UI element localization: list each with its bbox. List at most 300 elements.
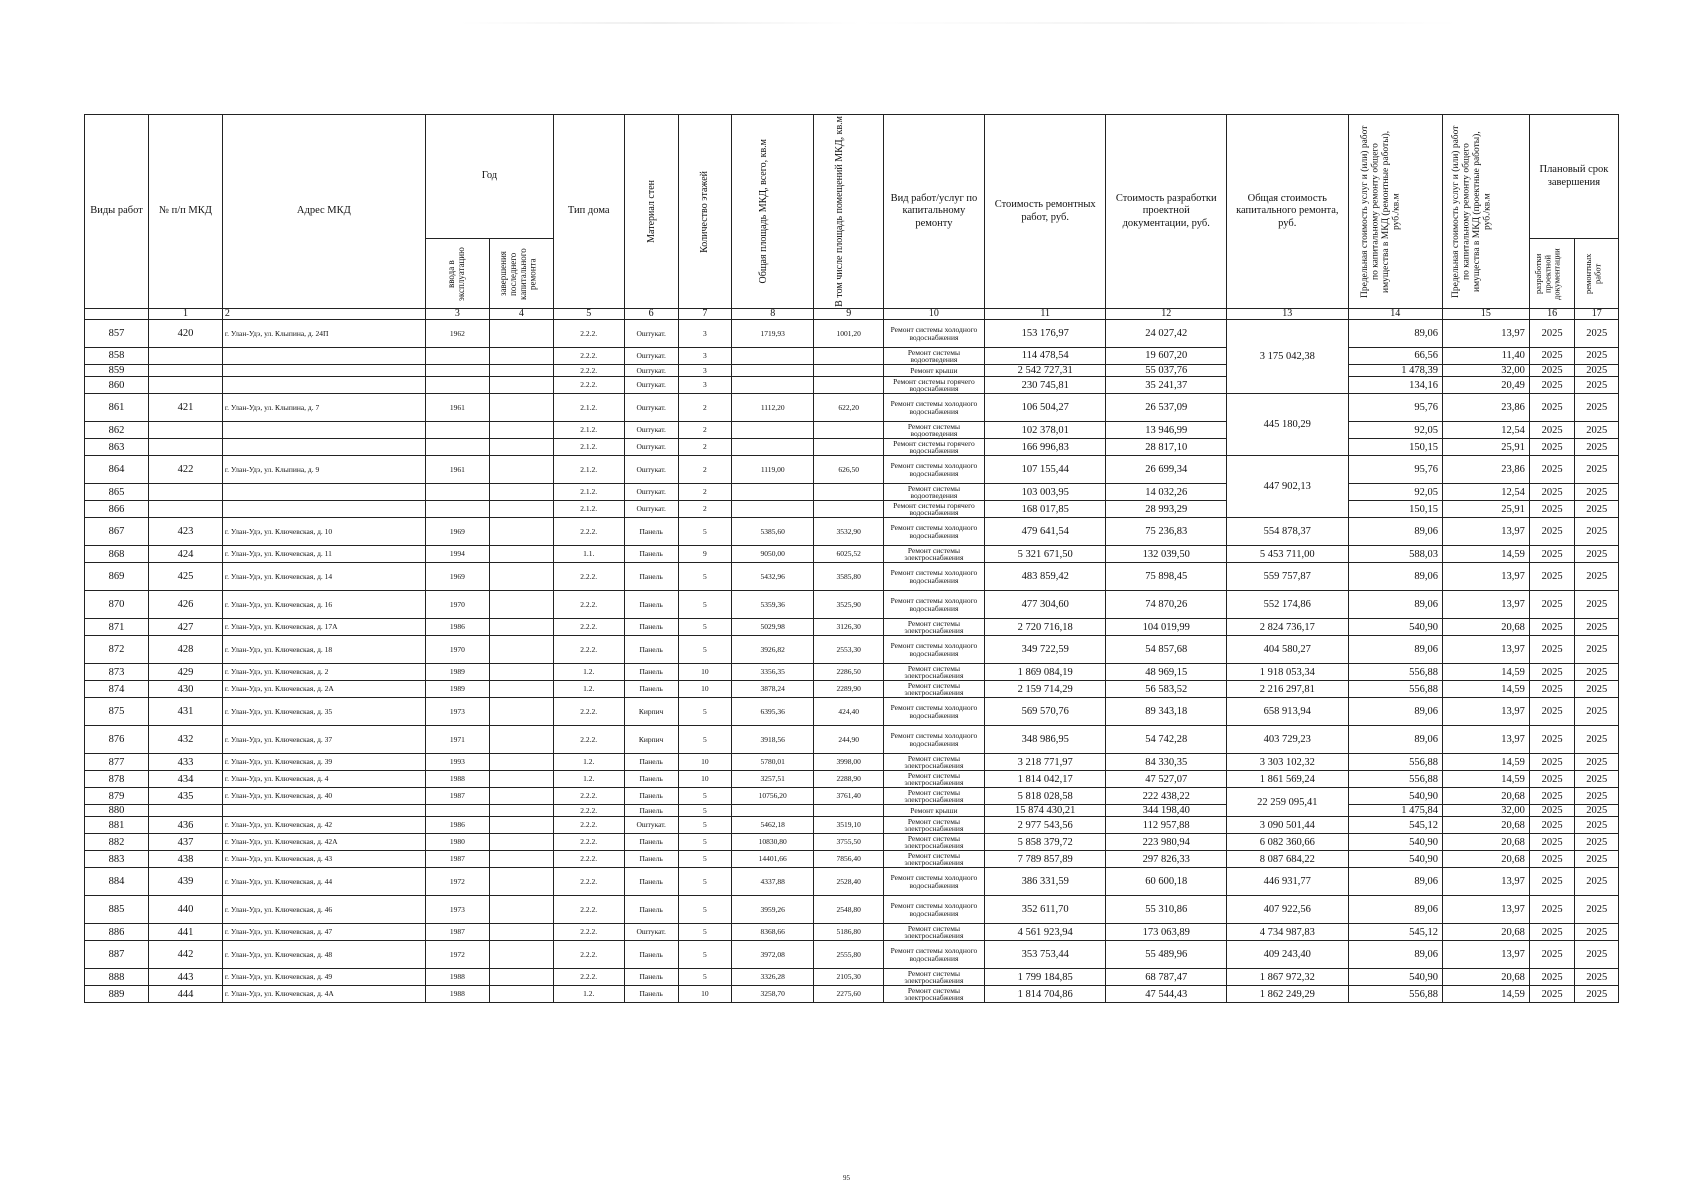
cell-repair-cost: 2 720 716,18 bbox=[984, 619, 1106, 636]
table-row bbox=[85, 924, 1619, 941]
cell-mkd-number: 426 bbox=[149, 591, 223, 619]
cell-total-area: 6395,36 bbox=[731, 698, 814, 726]
cell-row-number: 878 bbox=[85, 771, 149, 788]
cell-term-design: 2025 bbox=[1529, 664, 1575, 681]
cell-row-number: 877 bbox=[85, 754, 149, 771]
cell-year-commissioning: 1987 bbox=[425, 851, 489, 868]
cell-design-cost: 68 787,47 bbox=[1106, 969, 1227, 986]
cell-term-design: 2025 bbox=[1529, 834, 1575, 851]
cell-floors: 10 bbox=[678, 681, 731, 698]
cell-year-last-repair bbox=[489, 924, 553, 941]
cell-mkd-number: 444 bbox=[149, 986, 223, 1003]
cell-limit-design: 23,86 bbox=[1443, 456, 1530, 484]
cell-design-cost: 297 826,33 bbox=[1106, 851, 1227, 868]
cell-wall-material: Кирпич bbox=[624, 726, 678, 754]
cell-work-kind: Ремонт системы холодного водоснабжения bbox=[883, 636, 984, 664]
cell-limit-repair: 92,05 bbox=[1348, 484, 1442, 501]
cell-limit-design: 20,68 bbox=[1443, 788, 1530, 805]
cell-term-design: 2025 bbox=[1529, 788, 1575, 805]
cell-row-number: 863 bbox=[85, 439, 149, 456]
cell-year-commissioning: 1972 bbox=[425, 868, 489, 896]
cell-floors: 5 bbox=[678, 726, 731, 754]
cell-work-kind: Ремонт системы электроснабжения bbox=[883, 664, 984, 681]
cell-term-repair: 2025 bbox=[1575, 817, 1619, 834]
cell-premises-area: 2105,30 bbox=[814, 969, 883, 986]
cell-row-number: 864 bbox=[85, 456, 149, 484]
cell-row-number: 881 bbox=[85, 817, 149, 834]
cell-term-repair: 2025 bbox=[1575, 365, 1619, 377]
cell-term-design: 2025 bbox=[1529, 805, 1575, 817]
cell-mkd-number: 433 bbox=[149, 754, 223, 771]
cell-work-kind: Ремонт системы электроснабжения bbox=[883, 851, 984, 868]
cell-address: г. Улан-Удэ, ул. Ключевская, д. 11 bbox=[222, 546, 425, 563]
cell-wall-material: Панель bbox=[624, 546, 678, 563]
cell-floors: 2 bbox=[678, 422, 731, 439]
column-number: 9 bbox=[814, 309, 883, 320]
table-row bbox=[85, 619, 1619, 636]
cell-year-last-repair bbox=[489, 771, 553, 788]
cell-address: г. Улан-Удэ, ул. Клыпина, д. 9 bbox=[222, 456, 425, 484]
table-row bbox=[85, 726, 1619, 754]
cell-year-last-repair bbox=[489, 817, 553, 834]
cell-wall-material: Панель bbox=[624, 941, 678, 969]
cell-limit-design: 25,91 bbox=[1443, 501, 1530, 518]
cell-term-repair: 2025 bbox=[1575, 563, 1619, 591]
cell-row-number: 884 bbox=[85, 868, 149, 896]
cell-wall-material: Панель bbox=[624, 788, 678, 805]
header-design-cost: Стоимость разработки проектной документации, руб. bbox=[1106, 115, 1227, 309]
cell-total-area: 5432,96 bbox=[731, 563, 814, 591]
cell-term-repair: 2025 bbox=[1575, 320, 1619, 348]
cell-row-number: 886 bbox=[85, 924, 149, 941]
cell-design-cost: 47 544,43 bbox=[1106, 986, 1227, 1003]
table-row bbox=[85, 320, 1619, 348]
cell-work-kind: Ремонт системы холодного водоснабжения bbox=[883, 394, 984, 422]
cell-limit-repair: 89,06 bbox=[1348, 591, 1442, 619]
cell-floors: 5 bbox=[678, 817, 731, 834]
cell-house-type: 1.2. bbox=[553, 664, 624, 681]
cell-design-cost: 26 699,34 bbox=[1106, 456, 1227, 484]
cell-mkd-number bbox=[149, 439, 223, 456]
cell-limit-repair: 89,06 bbox=[1348, 896, 1442, 924]
cell-work-kind: Ремонт системы электроснабжения bbox=[883, 817, 984, 834]
header-premises-area-text: В том числе площадь помещений МКД, кв.м bbox=[833, 116, 845, 307]
cell-year-commissioning bbox=[425, 484, 489, 501]
cell-term-repair: 2025 bbox=[1575, 664, 1619, 681]
header-mkd-number: № п/п МКД bbox=[149, 115, 223, 309]
table-row bbox=[85, 817, 1619, 834]
cell-repair-cost: 2 542 727,31 bbox=[984, 365, 1106, 377]
cell-wall-material: Оштукат. bbox=[624, 501, 678, 518]
cell-year-last-repair bbox=[489, 851, 553, 868]
cell-wall-material: Панель bbox=[624, 636, 678, 664]
cell-total-area: 3972,08 bbox=[731, 941, 814, 969]
cell-mkd-number bbox=[149, 365, 223, 377]
cell-row-number: 885 bbox=[85, 896, 149, 924]
cell-term-design: 2025 bbox=[1529, 986, 1575, 1003]
cell-premises-area: 1001,20 bbox=[814, 320, 883, 348]
cell-address: г. Улан-Удэ, ул. Ключевская, д. 17А bbox=[222, 619, 425, 636]
cell-address bbox=[222, 377, 425, 394]
cell-year-commissioning: 1988 bbox=[425, 771, 489, 788]
cell-mkd-number: 430 bbox=[149, 681, 223, 698]
cell-wall-material: Панель bbox=[624, 664, 678, 681]
cell-year-last-repair bbox=[489, 563, 553, 591]
cell-wall-material: Оштукат. bbox=[624, 924, 678, 941]
cell-limit-repair: 540,90 bbox=[1348, 834, 1442, 851]
cell-year-last-repair bbox=[489, 636, 553, 664]
cell-house-type: 2.2.2. bbox=[553, 563, 624, 591]
cell-limit-repair: 556,88 bbox=[1348, 681, 1442, 698]
table-row bbox=[85, 754, 1619, 771]
cell-address bbox=[222, 365, 425, 377]
cell-term-repair: 2025 bbox=[1575, 726, 1619, 754]
cell-house-type: 2.2.2. bbox=[553, 834, 624, 851]
cell-mkd-number: 424 bbox=[149, 546, 223, 563]
cell-design-cost: 26 537,09 bbox=[1106, 394, 1227, 422]
cell-limit-design: 12,54 bbox=[1443, 422, 1530, 439]
cell-total-area: 1112,20 bbox=[731, 394, 814, 422]
cell-term-repair: 2025 bbox=[1575, 851, 1619, 868]
cell-floors: 5 bbox=[678, 591, 731, 619]
cell-house-type: 2.2.2. bbox=[553, 518, 624, 546]
header-address: Адрес МКД bbox=[222, 115, 425, 309]
cell-work-kind: Ремонт системы холодного водоснабжения bbox=[883, 591, 984, 619]
cell-total-area bbox=[731, 501, 814, 518]
cell-year-commissioning: 1961 bbox=[425, 394, 489, 422]
cell-year-last-repair bbox=[489, 726, 553, 754]
column-number: 1 bbox=[149, 309, 223, 320]
cell-work-kind: Ремонт системы холодного водоснабжения bbox=[883, 563, 984, 591]
cell-premises-area: 2553,30 bbox=[814, 636, 883, 664]
cell-total-area: 3356,35 bbox=[731, 664, 814, 681]
cell-total-area: 4337,88 bbox=[731, 868, 814, 896]
cell-limit-repair: 540,90 bbox=[1348, 851, 1442, 868]
cell-wall-material: Панель bbox=[624, 563, 678, 591]
cell-total-area: 5780,01 bbox=[731, 754, 814, 771]
cell-repair-cost: 5 818 028,58 bbox=[984, 788, 1106, 805]
header-wall-material bbox=[624, 115, 678, 309]
cell-house-type: 2.2.2. bbox=[553, 348, 624, 365]
cell-total-area: 1719,93 bbox=[731, 320, 814, 348]
header-year: Год bbox=[425, 115, 553, 239]
cell-limit-repair: 95,76 bbox=[1348, 394, 1442, 422]
cell-year-last-repair bbox=[489, 788, 553, 805]
cell-floors: 5 bbox=[678, 563, 731, 591]
cell-row-number: 883 bbox=[85, 851, 149, 868]
capital-repair-table-sheet bbox=[84, 114, 1619, 1003]
cell-floors: 5 bbox=[678, 636, 731, 664]
cell-premises-area: 3126,30 bbox=[814, 619, 883, 636]
cell-repair-cost: 477 304,60 bbox=[984, 591, 1106, 619]
cell-row-number: 860 bbox=[85, 377, 149, 394]
header-work-kind: Вид работ/услуг по капитальному ремонту bbox=[883, 115, 984, 309]
cell-mkd-number: 441 bbox=[149, 924, 223, 941]
cell-floors: 10 bbox=[678, 986, 731, 1003]
cell-mkd-number: 437 bbox=[149, 834, 223, 851]
table-row bbox=[85, 394, 1619, 422]
cell-floors: 5 bbox=[678, 896, 731, 924]
cell-house-type: 1.2. bbox=[553, 771, 624, 788]
cell-house-type: 2.2.2. bbox=[553, 698, 624, 726]
cell-total-area: 5462,18 bbox=[731, 817, 814, 834]
cell-total-area bbox=[731, 365, 814, 377]
cell-row-number: 882 bbox=[85, 834, 149, 851]
cell-floors: 10 bbox=[678, 754, 731, 771]
cell-repair-cost: 352 611,70 bbox=[984, 896, 1106, 924]
cell-wall-material: Оштукат. bbox=[624, 484, 678, 501]
cell-address: г. Улан-Удэ, ул. Клыпина, д. 24П bbox=[222, 320, 425, 348]
cell-row-number: 873 bbox=[85, 664, 149, 681]
header-house-type: Тип дома bbox=[553, 115, 624, 309]
cell-term-repair: 2025 bbox=[1575, 394, 1619, 422]
cell-premises-area: 2275,60 bbox=[814, 986, 883, 1003]
cell-total-cost: 403 729,23 bbox=[1226, 726, 1348, 754]
cell-design-cost: 28 817,10 bbox=[1106, 439, 1227, 456]
cell-repair-cost: 106 504,27 bbox=[984, 394, 1106, 422]
cell-total-area: 5359,36 bbox=[731, 591, 814, 619]
cell-total-cost: 1 867 972,32 bbox=[1226, 969, 1348, 986]
cell-repair-cost: 230 745,81 bbox=[984, 377, 1106, 394]
cell-limit-design: 13,97 bbox=[1443, 636, 1530, 664]
cell-floors: 3 bbox=[678, 377, 731, 394]
cell-repair-cost: 569 570,76 bbox=[984, 698, 1106, 726]
cell-wall-material: Панель bbox=[624, 868, 678, 896]
cell-floors: 5 bbox=[678, 805, 731, 817]
cell-premises-area bbox=[814, 501, 883, 518]
cell-wall-material: Панель bbox=[624, 805, 678, 817]
cell-term-repair: 2025 bbox=[1575, 546, 1619, 563]
cell-term-repair: 2025 bbox=[1575, 805, 1619, 817]
cell-repair-cost: 479 641,54 bbox=[984, 518, 1106, 546]
cell-address: г. Улан-Удэ, ул. Ключевская, д. 46 bbox=[222, 896, 425, 924]
cell-floors: 5 bbox=[678, 698, 731, 726]
cell-limit-design: 14,59 bbox=[1443, 986, 1530, 1003]
cell-design-cost: 132 039,50 bbox=[1106, 546, 1227, 563]
cell-term-design: 2025 bbox=[1529, 896, 1575, 924]
header-floors bbox=[678, 115, 731, 309]
cell-mkd-number bbox=[149, 484, 223, 501]
cell-mkd-number: 439 bbox=[149, 868, 223, 896]
table-row bbox=[85, 518, 1619, 546]
cell-total-area: 10756,20 bbox=[731, 788, 814, 805]
cell-limit-design: 13,97 bbox=[1443, 726, 1530, 754]
cell-work-kind: Ремонт системы холодного водоснабжения bbox=[883, 456, 984, 484]
cell-floors: 2 bbox=[678, 439, 731, 456]
table-row bbox=[85, 681, 1619, 698]
cell-floors: 3 bbox=[678, 348, 731, 365]
cell-limit-design: 20,68 bbox=[1443, 851, 1530, 868]
cell-house-type: 2.2.2. bbox=[553, 805, 624, 817]
cell-repair-cost: 107 155,44 bbox=[984, 456, 1106, 484]
cell-term-repair: 2025 bbox=[1575, 924, 1619, 941]
cell-limit-design: 14,59 bbox=[1443, 754, 1530, 771]
cell-address: г. Улан-Удэ, ул. Ключевская, д. 40 bbox=[222, 788, 425, 805]
cell-wall-material: Кирпич bbox=[624, 698, 678, 726]
cell-repair-cost: 166 996,83 bbox=[984, 439, 1106, 456]
cell-term-design: 2025 bbox=[1529, 377, 1575, 394]
cell-year-commissioning: 1970 bbox=[425, 591, 489, 619]
cell-repair-cost: 168 017,85 bbox=[984, 501, 1106, 518]
cell-premises-area: 6025,52 bbox=[814, 546, 883, 563]
cell-design-cost: 84 330,35 bbox=[1106, 754, 1227, 771]
cell-address: г. Улан-Удэ, ул. Ключевская, д. 35 bbox=[222, 698, 425, 726]
cell-address: г. Улан-Удэ, ул. Ключевская, д. 49 bbox=[222, 969, 425, 986]
cell-total-cost: 3 175 042,38 bbox=[1226, 320, 1348, 394]
cell-row-number: 865 bbox=[85, 484, 149, 501]
cell-year-commissioning: 1980 bbox=[425, 834, 489, 851]
cell-wall-material: Панель bbox=[624, 896, 678, 924]
header-term-repair bbox=[1575, 239, 1619, 309]
cell-work-kind: Ремонт системы холодного водоснабжения bbox=[883, 941, 984, 969]
cell-design-cost: 74 870,26 bbox=[1106, 591, 1227, 619]
cell-address: г. Улан-Удэ, ул. Ключевская, д. 42А bbox=[222, 834, 425, 851]
cell-limit-design: 13,97 bbox=[1443, 518, 1530, 546]
cell-total-cost: 1 861 569,24 bbox=[1226, 771, 1348, 788]
cell-row-number: 857 bbox=[85, 320, 149, 348]
cell-design-cost: 28 993,29 bbox=[1106, 501, 1227, 518]
cell-premises-area bbox=[814, 377, 883, 394]
cell-total-area: 10830,80 bbox=[731, 834, 814, 851]
cell-term-design: 2025 bbox=[1529, 619, 1575, 636]
cell-row-number: 861 bbox=[85, 394, 149, 422]
cell-total-area bbox=[731, 348, 814, 365]
cell-address: г. Улан-Удэ, ул. Ключевская, д. 14 bbox=[222, 563, 425, 591]
cell-year-last-repair bbox=[489, 591, 553, 619]
cell-address: г. Улан-Удэ, ул. Клыпина, д. 7 bbox=[222, 394, 425, 422]
cell-premises-area: 2548,80 bbox=[814, 896, 883, 924]
cell-year-commissioning: 1961 bbox=[425, 456, 489, 484]
cell-year-commissioning: 1971 bbox=[425, 726, 489, 754]
cell-term-design: 2025 bbox=[1529, 439, 1575, 456]
cell-year-commissioning bbox=[425, 365, 489, 377]
cell-year-commissioning bbox=[425, 377, 489, 394]
cell-year-commissioning: 1986 bbox=[425, 619, 489, 636]
cell-floors: 5 bbox=[678, 851, 731, 868]
cell-total-area: 1119,00 bbox=[731, 456, 814, 484]
cell-house-type: 2.2.2. bbox=[553, 851, 624, 868]
cell-premises-area: 3585,80 bbox=[814, 563, 883, 591]
cell-row-number: 866 bbox=[85, 501, 149, 518]
cell-year-last-repair bbox=[489, 439, 553, 456]
cell-limit-design: 20,68 bbox=[1443, 834, 1530, 851]
cell-work-kind: Ремонт системы горячего водоснабжения bbox=[883, 377, 984, 394]
cell-year-commissioning: 1993 bbox=[425, 754, 489, 771]
header-limit-repair-text: Предельная стоимость услуг и (или) работ по капитальному ремонту общего имущества в МКД (ремонтные работы), руб./кв.м bbox=[1360, 125, 1402, 298]
cell-limit-repair: 134,16 bbox=[1348, 377, 1442, 394]
cell-design-cost: 75 898,45 bbox=[1106, 563, 1227, 591]
table-row bbox=[85, 851, 1619, 868]
cell-address: г. Улан-Удэ, ул. Ключевская, д. 10 bbox=[222, 518, 425, 546]
table-row bbox=[85, 439, 1619, 456]
cell-year-commissioning: 1987 bbox=[425, 788, 489, 805]
cell-house-type: 2.2.2. bbox=[553, 636, 624, 664]
cell-premises-area bbox=[814, 422, 883, 439]
cell-year-last-repair bbox=[489, 681, 553, 698]
header-limit-design bbox=[1443, 115, 1530, 309]
cell-design-cost: 35 241,37 bbox=[1106, 377, 1227, 394]
cell-year-commissioning: 1973 bbox=[425, 698, 489, 726]
cell-term-design: 2025 bbox=[1529, 320, 1575, 348]
cell-year-commissioning: 1989 bbox=[425, 664, 489, 681]
cell-address: г. Улан-Удэ, ул. Ключевская, д. 48 bbox=[222, 941, 425, 969]
cell-address bbox=[222, 422, 425, 439]
cell-year-commissioning: 1988 bbox=[425, 969, 489, 986]
cell-term-repair: 2025 bbox=[1575, 681, 1619, 698]
cell-floors: 10 bbox=[678, 771, 731, 788]
cell-work-kind: Ремонт системы электроснабжения bbox=[883, 681, 984, 698]
cell-work-kind: Ремонт системы электроснабжения bbox=[883, 986, 984, 1003]
column-numbers-row bbox=[85, 309, 1619, 320]
cell-design-cost: 222 438,22 bbox=[1106, 788, 1227, 805]
cell-term-design: 2025 bbox=[1529, 969, 1575, 986]
cell-year-commissioning: 1972 bbox=[425, 941, 489, 969]
cell-limit-design: 13,97 bbox=[1443, 698, 1530, 726]
cell-limit-repair: 540,90 bbox=[1348, 619, 1442, 636]
cell-mkd-number bbox=[149, 377, 223, 394]
cell-wall-material: Панель bbox=[624, 619, 678, 636]
cell-term-repair: 2025 bbox=[1575, 834, 1619, 851]
column-number: 11 bbox=[984, 309, 1106, 320]
cell-work-kind: Ремонт системы водоотведения bbox=[883, 348, 984, 365]
table-row bbox=[85, 805, 1619, 817]
cell-total-area: 5385,60 bbox=[731, 518, 814, 546]
cell-total-area bbox=[731, 422, 814, 439]
cell-limit-repair: 89,06 bbox=[1348, 320, 1442, 348]
cell-wall-material: Панель bbox=[624, 591, 678, 619]
cell-limit-repair: 556,88 bbox=[1348, 754, 1442, 771]
cell-house-type: 2.2.2. bbox=[553, 591, 624, 619]
cell-address: г. Улан-Удэ, ул. Ключевская, д. 42 bbox=[222, 817, 425, 834]
cell-design-cost: 13 946,99 bbox=[1106, 422, 1227, 439]
cell-term-design: 2025 bbox=[1529, 868, 1575, 896]
cell-repair-cost: 2 977 543,56 bbox=[984, 817, 1106, 834]
cell-total-cost: 22 259 095,41 bbox=[1226, 788, 1348, 817]
cell-row-number: 889 bbox=[85, 986, 149, 1003]
cell-limit-design: 20,49 bbox=[1443, 377, 1530, 394]
cell-term-design: 2025 bbox=[1529, 851, 1575, 868]
cell-work-kind: Ремонт системы горячего водоснабжения bbox=[883, 439, 984, 456]
cell-limit-design: 14,59 bbox=[1443, 681, 1530, 698]
cell-limit-design: 13,97 bbox=[1443, 320, 1530, 348]
cell-design-cost: 112 957,88 bbox=[1106, 817, 1227, 834]
column-number: 4 bbox=[489, 309, 553, 320]
cell-design-cost: 24 027,42 bbox=[1106, 320, 1227, 348]
cell-total-area bbox=[731, 377, 814, 394]
cell-house-type: 2.2.2. bbox=[553, 868, 624, 896]
cell-total-area: 9050,00 bbox=[731, 546, 814, 563]
cell-repair-cost: 1 814 042,17 bbox=[984, 771, 1106, 788]
cell-repair-cost: 7 789 857,89 bbox=[984, 851, 1106, 868]
cell-premises-area: 424,40 bbox=[814, 698, 883, 726]
cell-limit-repair: 89,06 bbox=[1348, 563, 1442, 591]
cell-term-repair: 2025 bbox=[1575, 591, 1619, 619]
cell-row-number: 858 bbox=[85, 348, 149, 365]
cell-year-last-repair bbox=[489, 896, 553, 924]
cell-limit-repair: 150,15 bbox=[1348, 501, 1442, 518]
cell-year-commissioning: 1986 bbox=[425, 817, 489, 834]
cell-year-last-repair bbox=[489, 805, 553, 817]
cell-total-cost: 445 180,29 bbox=[1226, 394, 1348, 456]
cell-term-repair: 2025 bbox=[1575, 501, 1619, 518]
cell-floors: 5 bbox=[678, 518, 731, 546]
cell-term-design: 2025 bbox=[1529, 817, 1575, 834]
cell-repair-cost: 103 003,95 bbox=[984, 484, 1106, 501]
cell-year-last-repair bbox=[489, 456, 553, 484]
cell-work-kind: Ремонт крыши bbox=[883, 805, 984, 817]
cell-wall-material: Панель bbox=[624, 969, 678, 986]
cell-year-last-repair bbox=[489, 348, 553, 365]
